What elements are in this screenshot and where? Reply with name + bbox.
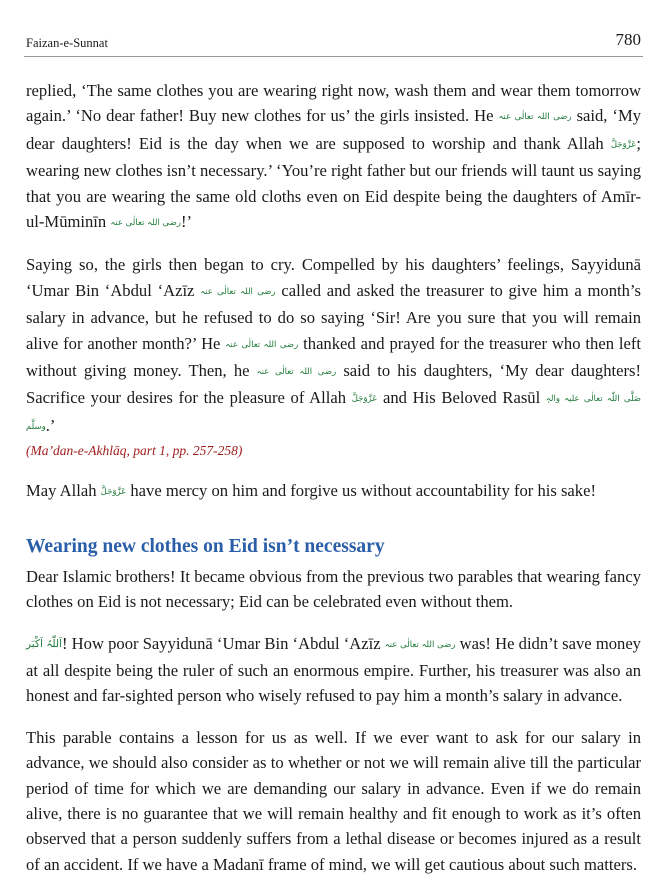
text-run: .’ — [45, 415, 56, 435]
text-run: ! How poor Sayyidunā ‘Umar Bin ‘Abdul ‘Azīz — [61, 633, 385, 653]
page-number: 780 — [615, 30, 641, 49]
honorific-azza-wa-jall: عَزَّوَجَلَّ — [351, 394, 378, 405]
honorific-radiyallahu-anhu: رضی اللہ تعالٰی عنہ — [110, 218, 181, 229]
honorific-radiyallahu-anhu: رضی اللہ تعالٰی عنہ — [256, 367, 337, 378]
paragraph-1 — [26, 78, 641, 236]
text-run: was! He didn’t save money at all despite being the ruler of such an enormous empire. Further, his treasurer was also an honest and far-sighted person who wisely refused to pay him a month’s salary in advance. — [26, 633, 641, 706]
book-title: Faizan-e-Sunnat — [26, 36, 108, 50]
text-run: and His Beloved Rasūl — [377, 388, 546, 408]
honorific-radiyallahu-anhu: رضی اللہ تعالٰی عنہ — [384, 639, 456, 650]
citation-reference: (Ma’dan-e-Akhlāq, part 1, pp. 257-258) — [26, 443, 243, 459]
honorific-radiyallahu-anhu: رضی اللہ تعالٰی عنہ — [498, 112, 572, 123]
text-run: said, ‘My dear daughters! Eid is the day when we are supposed to worship and thank Allah — [26, 106, 642, 153]
paragraph-5 — [26, 631, 641, 709]
text-run: called and asked the treasurer to give him a month’s salary in advance, but he refused to do so saying ‘Sir! Are you sure that you will remain alive for another month?’ He — [26, 280, 641, 353]
text-run: said to his daughters, ‘My dear daughters! Sacrifice your desires for the pleasure of Allah — [26, 361, 641, 408]
text-run: May Allah — [26, 481, 101, 501]
text-run: ; wearing new clothes isn’t necessary.’ ‘You’re right father but our friends will taunt us saying that you are wearing the same old cloths even on Eid despite being the daughters of Amīr-ul-Mūminīn — [26, 133, 641, 232]
paragraph-2 — [26, 252, 641, 440]
text-run: thanked and prayed for the treasurer who then left without giving money. Then, he — [26, 333, 642, 381]
honorific-radiyallahu-anhu: رضی اللہ تعالٰی عنہ — [225, 339, 299, 350]
honorific-azza-wa-jall: عَزَّوَجَلَّ — [100, 487, 127, 498]
honorific-radiyallahu-anhu: رضی اللہ تعالٰی عنہ — [200, 286, 276, 297]
running-header — [24, 30, 643, 57]
paragraph-3 — [26, 478, 641, 505]
section-heading: Wearing new clothes on Eid isn’t necessary — [26, 535, 385, 557]
paragraph-6: This parable contains a lesson for us as well. If we ever want to ask for our salary in advance, we should also consider as to whether or not we will remain alive till the particular period of time for which we are demanding our salary in advance. Even if we do remain alive, there is no guarantee that we will remain healthy and fit enough to work as it’s often observed that a person suddenly suffers from a lethal disease or becomes injured as a result of an accident. If we have a Madanī frame of mind, we will get cautious about such matters. — [26, 727, 641, 874]
paragraph-4: Dear Islamic brothers! It became obvious from the previous two parables that wearing fancy clothes on Eid is not necessary; Eid can be celebrated even without them. — [26, 566, 641, 612]
text-run: Saying so, the girls then began to cry. Compelled by his daughters’ feelings, Sayyidunā ‘Umar Bin ‘Abdul ‘Azīz — [26, 255, 641, 300]
text-run: have mercy on him and forgive us without accountability for his sake! — [126, 481, 596, 501]
honorific-azza-wa-jall: عَزَّوَجَلَّ — [610, 139, 637, 150]
text-run: !’ — [180, 212, 193, 232]
page-content — [26, 78, 641, 877]
text-run: replied, ‘The same clothes you are wearing right now, wash them and wear them tomorrow again.’ ‘No dear father! Buy new clothes for us’ the girls insisted. He — [26, 81, 641, 126]
allahu-akbar-calligraphy: اَللّٰہُ اَکْبَر — [26, 637, 62, 650]
honorific-sallallahu: صَلَّی اللّٰہ تعالٰی علیہ والہٖ وسلَّم — [26, 394, 641, 432]
